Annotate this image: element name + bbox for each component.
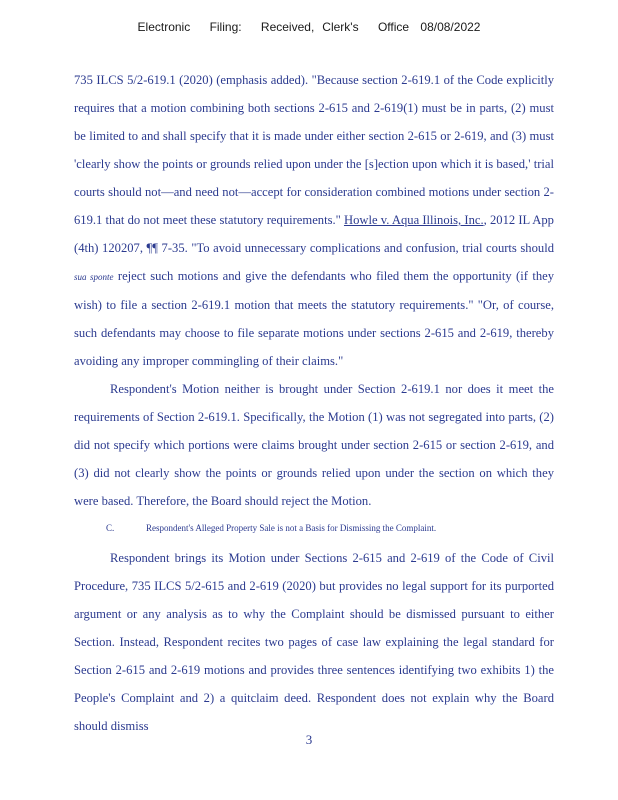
paragraph-motion-rejection: Respondent's Motion neither is brought under Section 2-619.1 nor does it meet the requirements of Section 2-619.1. Specifically, the Motion (1) was not segregated into parts, (2) did not specify which portions were claims brought under section 2-615 or section 2-619, and (3) did not clearly show the points or grounds relied upon under the section on which they were based. Therefore, the Board should reject the Motion. — [74, 382, 554, 508]
paragraph-motion-argument: Respondent brings its Motion under Sections 2-615 and 2-619 of the Code of Civil Procedure, 735 ILCS 5/2-615 and 2-619 (2020) but provides no legal support for its purported argument or any analysis as to why the Complaint should be dismissed pursuant to either Section. Instead, Respondent recites two pages of case law explaining the legal standard for Section 2-615 and 2-619 motions and provides three sentences identifying two exhibits 1) the People's Complaint and 2) a quitclaim deed. Respondent does not explain why the Board should dismiss — [74, 551, 554, 733]
e-filing-header — [0, 20, 618, 34]
header-electronic: Electronic — [137, 20, 191, 34]
subheading-title: Respondent's Alleged Property Sale is not a Basis for Dismissing the Complaint. — [146, 523, 437, 533]
header-filing: Filing: — [209, 20, 242, 34]
section-subheading — [74, 515, 554, 544]
page-number: 3 — [305, 732, 313, 747]
paragraph-1-text-b: , 2012 IL App (4th) 120207, ¶¶ 7-35. "To avoid unnecessary complications and confusion, trial courts should — [74, 213, 554, 255]
sua-sponte-term: sua sponte — [74, 272, 114, 282]
header-received: Received, — [260, 20, 315, 34]
case-citation-link[interactable]: Howle v. Aqua Illinois, Inc. — [343, 213, 484, 227]
paragraph-statute-quote — [74, 66, 554, 375]
subheading-label: C. — [106, 523, 115, 533]
paragraph-1-text-c: reject such motions and give the defendants who filed them the opportunity (if they wish) to file a section 2-619.1 motion that meets the statutory requirements." "Or, of course, such defendants may choose to file separate motions under sections 2-615 and 2-619, thereby avoiding any improper commingling of their claims." — [74, 269, 554, 368]
document-body — [74, 66, 554, 740]
header-clerk: Clerk's — [322, 20, 359, 34]
header-date: 08/08/2022 — [420, 20, 481, 34]
header-office: Office — [377, 20, 410, 34]
paragraph-1-text-a: 735 ILCS 5/2-619.1 (2020) (emphasis added). "Because section 2-619.1 of the Code explicitly requires that a motion combining both sections 2-615 and 2-619(1) must be in parts, (2) must be limited to and shall specify that it is made under either section 2-615 or 2-619, and (3) must 'clearly show the points or grounds relied upon under the [s]ection upon which it is based,' trial courts should not—and need not—accept for consideration combined motions under section 2-619.1 that do not meet these statutory requirements." — [74, 73, 554, 227]
